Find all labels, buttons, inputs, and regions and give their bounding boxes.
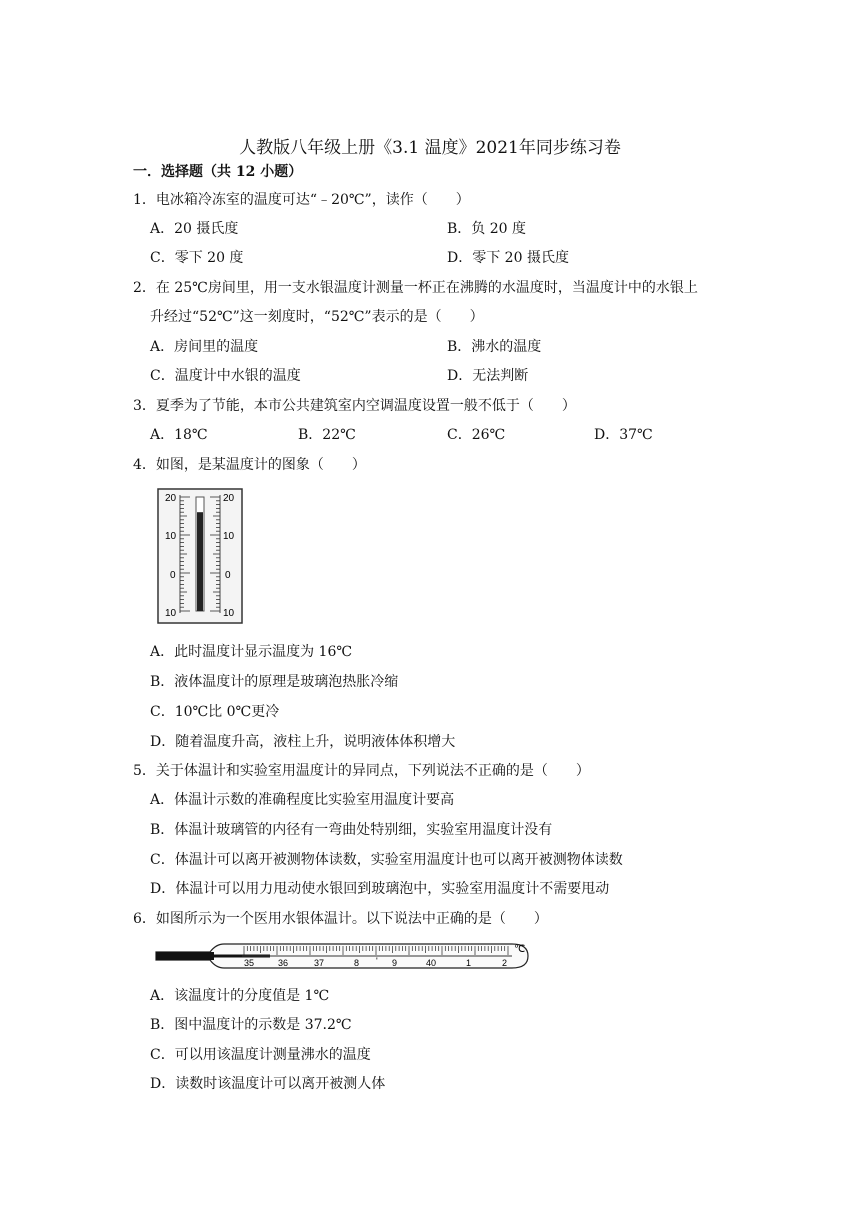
left-label-10: 10	[165, 531, 177, 542]
question-4-option-b[interactable]: B．液体温度计的原理是玻璃泡热胀冷缩	[150, 674, 399, 690]
question-2-option-d[interactable]: D．无法判断	[447, 368, 529, 384]
clinical-label-8: 8	[354, 958, 360, 968]
question-6-option-a[interactable]: A．该温度计的分度值是 1℃	[150, 988, 330, 1004]
question-5-option-a[interactable]: A．体温计示数的准确程度比实验室用温度计要高	[150, 792, 455, 808]
question-6-option-b[interactable]: B．图中温度计的示数是 37.2℃	[150, 1017, 352, 1033]
question-4-option-d[interactable]: D．随着温度升高，液柱上升，说明液体体积增大	[150, 734, 456, 750]
question-3-option-a[interactable]: A．18℃	[150, 427, 208, 443]
question-3-option-d[interactable]: D．37℃	[594, 427, 653, 443]
question-3-option-c[interactable]: C．26℃	[447, 427, 506, 443]
question-6-option-c[interactable]: C．可以用该温度计测量沸水的温度	[150, 1047, 371, 1063]
clinical-label-35: 35	[244, 958, 255, 968]
question-4-stem: 4．如图，是某温度计的图象（ ）	[133, 457, 366, 473]
left-label-0: 0	[170, 570, 176, 581]
question-2-option-b[interactable]: B．沸水的温度	[447, 339, 542, 355]
question-5-option-b[interactable]: B．体温计玻璃管的内径有一弯曲处特别细，实验室用温度计没有	[150, 822, 553, 838]
question-3-stem: 3．夏季为了节能，本市公共建筑室内空调温度设置一般不低于（ ）	[133, 398, 576, 414]
right-label-10: 10	[223, 531, 235, 542]
question-2-stem-line-1: 2．在 25℃房间里，用一支水银温度计测量一杯正在沸腾的水温度时，当温度计中的水银上	[133, 280, 698, 296]
question-2-stem-line-2: 升经过“52℃”这一刻度时，“52℃”表示的是（ ）	[150, 309, 484, 325]
question-1-stem: 1．电冰箱冷冻室的温度可达“﹣20℃”，读作（ ）	[133, 192, 470, 208]
question-6-stem: 6．如图所示为一个医用水银体温计。以下说法中正确的是（ ）	[133, 911, 548, 927]
right-label-0: 0	[225, 570, 231, 581]
question-4-option-a[interactable]: A．此时温度计显示温度为 16℃	[150, 644, 353, 660]
mercury-bulb	[156, 952, 214, 960]
clinical-label-2: 2	[502, 958, 508, 968]
clinical-label-37: 37	[314, 958, 325, 968]
question-1-option-d[interactable]: D．零下 20 摄氏度	[447, 250, 569, 266]
clinical-label-1: 1	[466, 958, 472, 968]
clinical-unit-label: ℃	[514, 944, 526, 955]
left-label-neg10: 10	[165, 608, 177, 619]
thermometer-figure	[152, 485, 248, 627]
question-5-option-c[interactable]: C．体温计可以离开被测物体读数，实验室用温度计也可以离开被测物体读数	[150, 852, 623, 868]
question-1-option-c[interactable]: C．零下 20 度	[150, 250, 244, 266]
clinical-label-mark: '	[376, 956, 378, 966]
question-5-stem: 5．关于体温计和实验室用温度计的异同点，下列说法不正确的是（ ）	[133, 763, 590, 779]
right-label-neg10: 10	[223, 608, 235, 619]
question-5-option-d[interactable]: D．体温计可以用力甩动使水银回到玻璃泡中，实验室用温度计不需要甩动	[150, 881, 610, 897]
question-2-option-c[interactable]: C．温度计中水银的温度	[150, 368, 301, 384]
question-6-option-d[interactable]: D．读数时该温度计可以离开被测人体	[150, 1076, 386, 1092]
question-1-option-b[interactable]: B．负 20 度	[447, 221, 527, 237]
section-heading: 一．选择题（共 12 小题）	[133, 164, 303, 180]
clinical-label-36: 36	[278, 958, 289, 968]
question-2-option-a[interactable]: A．房间里的温度	[150, 339, 259, 355]
document-title: 人教版八年级上册《3.1 温度》2021年同步练习卷	[239, 138, 621, 158]
left-label-20: 20	[165, 493, 177, 504]
question-3-option-b[interactable]: B．22℃	[298, 427, 356, 443]
clinical-label-9: 9	[392, 958, 398, 968]
clinical-label-40: 40	[426, 958, 437, 968]
clinical-thermometer-figure	[152, 938, 532, 972]
question-1-option-a[interactable]: A．20 摄氏度	[150, 221, 239, 237]
right-label-20: 20	[223, 493, 235, 504]
question-4-option-c[interactable]: C．10℃比 0℃更冷	[150, 704, 280, 720]
liquid-column	[197, 512, 203, 611]
